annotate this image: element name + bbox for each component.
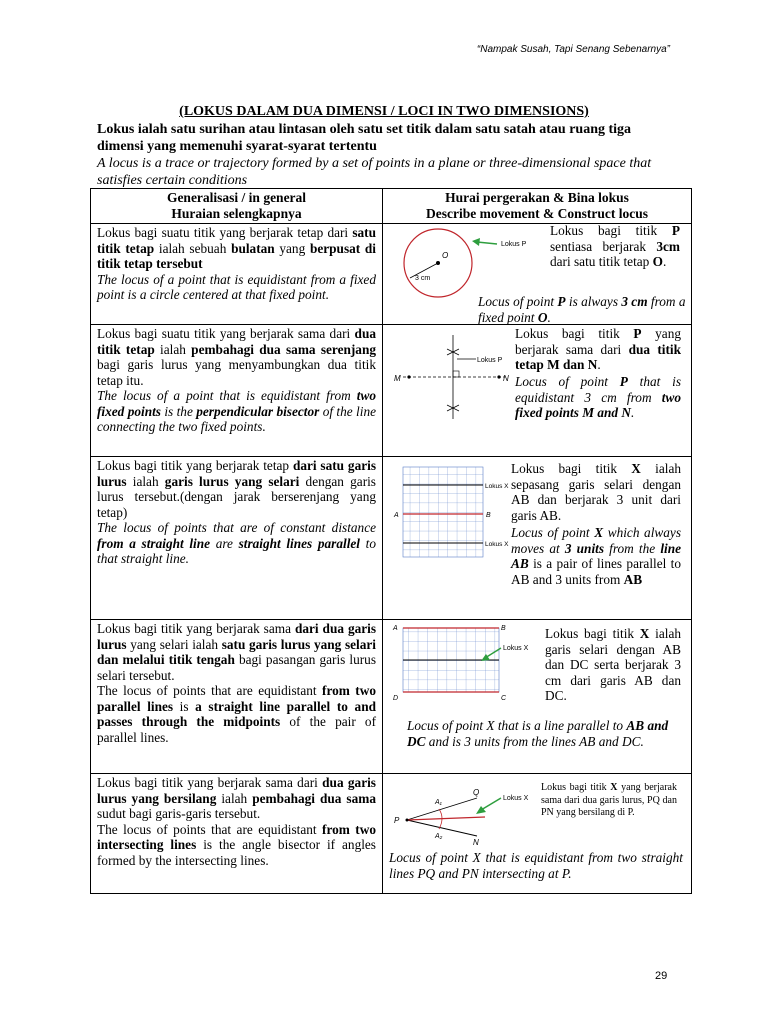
locus-label-top: Lokus X bbox=[485, 483, 509, 490]
row3-right-english: Locus of point X which always moves at 3 units from the line AB is a pair of lines parallel to AB and 3 units from AB bbox=[511, 525, 681, 587]
label-m: M bbox=[394, 374, 401, 383]
header-quote: “Nampak Susah, Tapi Senang Sebenarnya” bbox=[476, 44, 670, 55]
point-m bbox=[407, 375, 410, 378]
bisector-line bbox=[407, 817, 485, 820]
label-q: Q bbox=[473, 788, 480, 797]
point-p bbox=[406, 819, 409, 822]
row2-left-malay: Lokus bagi suatu titik yang berjarak sama dari dua titik tetap ialah pembahagi dua sama serenjang bagi garis lurus yang menyambungkan dua titik tetap itu. bbox=[97, 326, 376, 388]
row1-right bbox=[383, 224, 692, 325]
label-n: N bbox=[503, 374, 509, 383]
col2-header bbox=[383, 189, 692, 224]
label-d: D bbox=[393, 695, 399, 702]
row1-right-english: Locus of point P is always 3 cm from a fixed point O. bbox=[478, 294, 686, 325]
loci-table bbox=[90, 188, 692, 894]
col2-header-line1: Hurai pergerakan & Bina lokus bbox=[445, 190, 629, 205]
angle-bisector-figure bbox=[389, 786, 539, 848]
row4-left-malay: Lokus bagi titik yang berjarak sama dari dua garis lurus yang selari ialah satu garis lurus yang selari dan melalui titik tengah bagi pasangan garis lurus selari tersebut. bbox=[97, 621, 377, 683]
row2-right-english: Locus of point P that is equidistant 3 cm from two fixed points M and N. bbox=[515, 374, 682, 420]
col1-header-line1: Generalisasi / in general bbox=[166, 190, 307, 205]
locus-label: Lokus P bbox=[501, 241, 527, 248]
locus-label: Lokus P bbox=[477, 357, 503, 364]
locus-label: Lokus X bbox=[503, 645, 529, 652]
locus-arrow-line bbox=[481, 798, 501, 810]
label-b: B bbox=[501, 625, 506, 632]
table-row bbox=[91, 774, 692, 894]
row3-right-malay: Lokus bagi titik X ialah sepasang garis selari dengan AB dan berjarak 3 unit dari garis AB. bbox=[511, 461, 681, 523]
table-row bbox=[91, 224, 692, 325]
row5-left-malay: Lokus bagi titik yang berjarak sama dari dua garis lurus yang bersilang ialah pembahagi dua sama sudut bagi garis-garis tersebut. bbox=[97, 775, 376, 821]
row2-left bbox=[91, 325, 383, 457]
row4-right-malay: Lokus bagi titik X ialah garis selari dengan AB dan DC serta berjarak 3 cm dari garis AB dan DC. bbox=[545, 626, 681, 703]
page-number: 29 bbox=[655, 970, 668, 982]
row5-left bbox=[91, 774, 383, 894]
label-n: N bbox=[473, 838, 479, 847]
perpendicular-bisector-figure bbox=[391, 331, 521, 421]
row2-left-english: The locus of a point that is equidistant from two fixed points is the perpendicular bisector of the line connecting the two fixed points. bbox=[97, 388, 376, 434]
row1-left-malay: Lokus bagi suatu titik yang berjarak tetap dari satu titik tetap ialah sebuah bulatan yang berpusat di titik tetap tersebut bbox=[97, 225, 376, 271]
label-a1: A₁ bbox=[435, 799, 442, 806]
row2-right-malay: Lokus bagi titik P yang berjarak sama dari dua titik tetap M dan N. bbox=[515, 326, 681, 372]
row2-right bbox=[383, 325, 692, 457]
intro bbox=[97, 121, 677, 189]
intro-malay: Lokus ialah satu surihan atau lintasan oleh satu set titik dalam satu satah atau ruang tiga dimensi yang memenuhi syarat-syarat tertentu bbox=[97, 122, 632, 154]
row5-right-malay: Lokus bagi titik X yang berjarak sama dari dua garis lurus, PQ dan PN yang bersilang di P. bbox=[541, 782, 677, 818]
radius-label: 3 cm bbox=[415, 275, 431, 282]
row5-left-english: The locus of points that are equidistant from two intersecting lines is the angle bisector if angles formed by the intersecting lines. bbox=[97, 821, 376, 868]
table-row bbox=[91, 325, 692, 457]
col1-header bbox=[91, 189, 383, 224]
table-row bbox=[91, 457, 692, 620]
row5-right bbox=[383, 774, 692, 894]
midline-figure bbox=[389, 622, 529, 704]
col1-header-line2: Huraian selengkapnya bbox=[171, 206, 302, 221]
row1-left bbox=[91, 224, 383, 325]
row3-left bbox=[91, 457, 383, 620]
center-label: O bbox=[442, 251, 449, 260]
row3-right bbox=[383, 457, 692, 620]
parallel-lines-figure bbox=[391, 465, 519, 561]
row4-left-english: The locus of points that are equidistant from two parallel lines is a straight line parallel to and passes through the midpoints of the pair of parallel lines. bbox=[97, 683, 377, 745]
row4-right-english: Locus of point X that is a line parallel to AB and DC and is 3 units from the lines AB and DC. bbox=[407, 718, 677, 749]
label-a: A bbox=[394, 512, 399, 519]
page-title: (LOKUS DALAM DUA DIMENSI / LOCI IN TWO DIMENSIONS) bbox=[179, 104, 589, 119]
locus-arrow-head bbox=[472, 238, 480, 246]
row3-left-malay: Lokus bagi titik yang berjarak tetap dari satu garis lurus ialah garis lurus yang selari dengan garis lurus tersebut.(dengan jarak berserenjang yang tetap) bbox=[97, 458, 376, 520]
table-row bbox=[91, 620, 692, 774]
label-b: B bbox=[486, 512, 491, 519]
row1-right-malay: Lokus bagi titik P sentiasa berjarak 3cm dari satu titik tetap O. bbox=[550, 223, 680, 269]
point-n bbox=[497, 375, 500, 378]
intro-english: A locus is a trace or trajectory formed by a set of points in a plane or three-dimensional space that satisfies certain conditions bbox=[97, 156, 652, 188]
row5-right-english: Locus of point X that is equidistant from two straight lines PQ and PN intersecting at P. bbox=[389, 850, 683, 881]
row4-left bbox=[91, 620, 383, 774]
label-a2: A₂ bbox=[435, 833, 443, 840]
label-p: P bbox=[394, 816, 400, 825]
right-angle-mark bbox=[453, 371, 459, 377]
row4-right bbox=[383, 620, 692, 774]
label-a: A bbox=[393, 625, 398, 632]
label-c: C bbox=[501, 695, 507, 702]
circle-locus-figure bbox=[397, 228, 537, 300]
locus-label-bottom: Lokus X bbox=[485, 541, 509, 548]
locus-label: Lokus X bbox=[503, 795, 529, 802]
row1-left-english: The locus of a point that is equidistant from a fixed point is a circle centered at that fixed point. bbox=[97, 271, 376, 302]
row3-left-english: The locus of points that are of constant distance from a straight line are straight lines parallel to that straight line. bbox=[97, 520, 376, 566]
col2-header-line2: Describe movement & Construct locus bbox=[426, 206, 648, 221]
locus-arrow-line bbox=[477, 242, 497, 244]
